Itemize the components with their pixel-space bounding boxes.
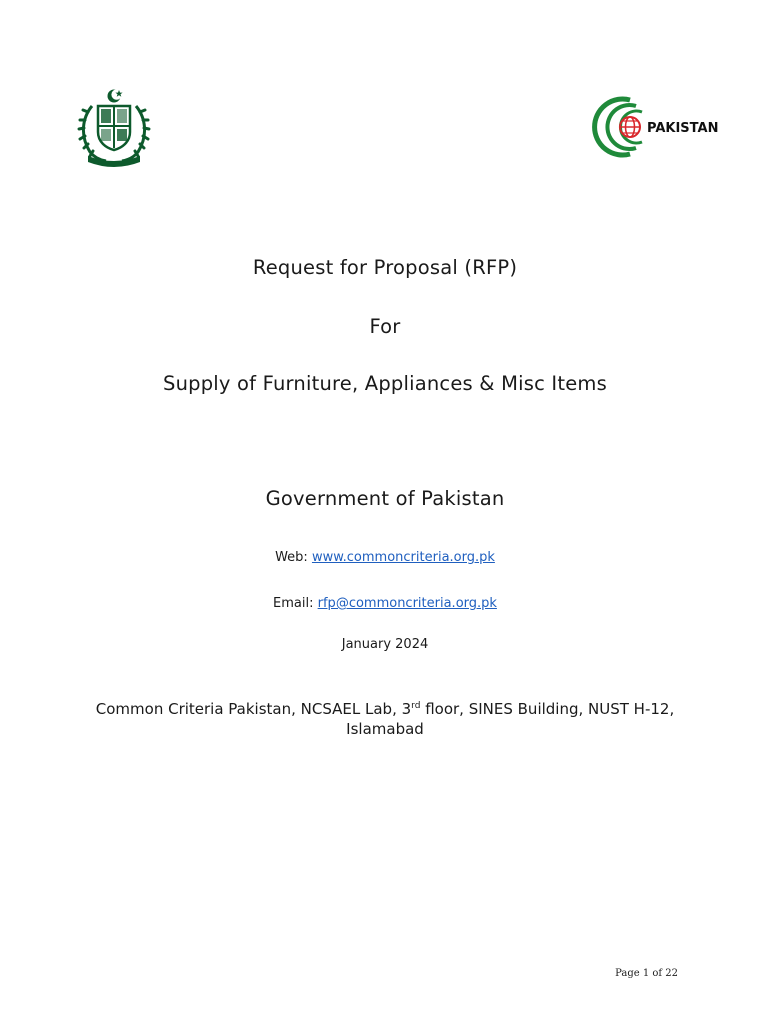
email-link[interactable]: rfp@commoncriteria.org.pk <box>317 596 497 611</box>
organization-name: Government of Pakistan <box>265 487 505 510</box>
state-emblem-icon <box>74 86 154 168</box>
address-part-2: floor, SINES Building, NUST H-12, Islamabad <box>346 700 675 738</box>
web-line <box>0 550 770 565</box>
address-part-1: Common Criteria Pakistan, NCSAEL Lab, 3 <box>95 700 412 718</box>
web-link[interactable]: www.commoncriteria.org.pk <box>311 550 495 565</box>
rfp-title: Request for Proposal (RFP) <box>252 256 518 279</box>
web-label: Web: <box>275 550 308 565</box>
logo-wordmark: PAKISTAN <box>647 121 719 136</box>
common-criteria-pakistan-logo <box>592 94 732 160</box>
page-number: Page 1 of 22 <box>615 968 678 979</box>
email-line <box>0 596 770 611</box>
document-date: January 2024 <box>341 637 429 652</box>
rfp-subject: Supply of Furniture, Appliances & Misc Items <box>163 372 607 395</box>
office-address <box>90 699 680 739</box>
rfp-title-for: For <box>369 315 401 338</box>
email-label: Email: <box>273 596 314 611</box>
address-ordinal: rd <box>411 701 421 711</box>
